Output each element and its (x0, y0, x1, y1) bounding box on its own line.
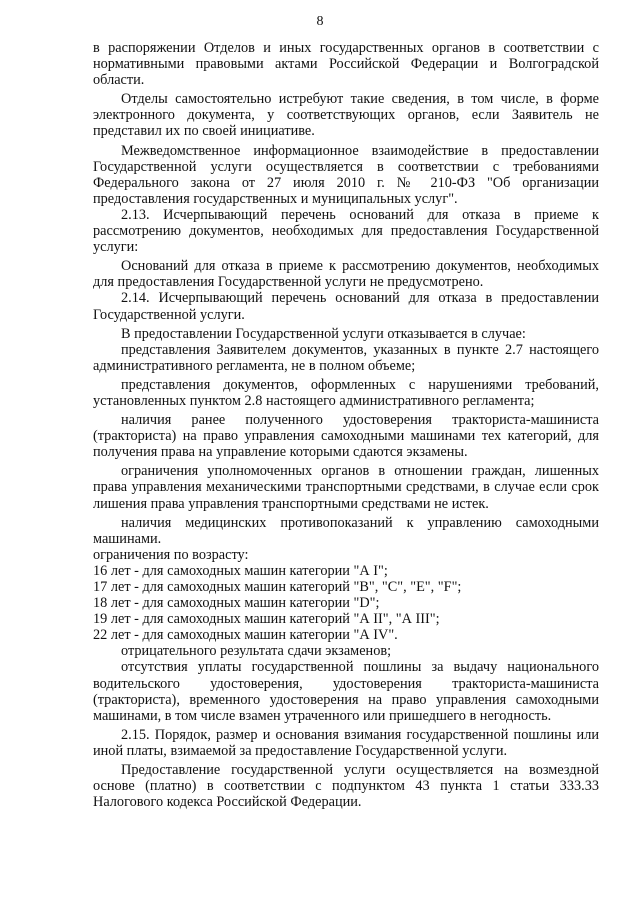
paragraph: наличия медицинских противопоказаний к управлению самоходными машинами. (93, 514, 599, 547)
paragraph: в распоряжении Отделов и иных государственных органов в соответствии с нормативными правовыми актами Российской Федерации и Волгоградской области. (93, 40, 599, 89)
paragraph: представления Заявителем документов, указанных в пункте 2.7 настоящего административного регламента, не в полном объеме; (93, 341, 599, 374)
document-body (93, 40, 599, 810)
paragraph: Межведомственное информационное взаимодействие в предоставлении Государственной услуги осуществляется в соответствии с требованиями Федерального закона от 27 июля 2010 г. № 210-ФЗ "Об организации предоставления государственных и муниципальных услуг". (93, 142, 599, 207)
paragraph: отсутствия уплаты государственной пошлины за выдачу национального водительского удостоверения, удостоверения тракториста-машиниста (тракториста), временного удостоверения на право управления самоходными машинами, в том числе взамен утраченного или пришедшего в негодность. (93, 659, 599, 724)
list-item: 18 лет - для самоходных машин категории "D"; (93, 595, 380, 612)
paragraph: ограничения уполномоченных органов в отношении граждан, лишенных права управления механическими транспортными средствами, в случае если срок лишения права управления транспортными средствами не истек. (93, 463, 599, 512)
page-number: 8 (316, 14, 324, 29)
paragraph: представления документов, оформленных с нарушениями требований, установленных пунктом 2.8 настоящего административного регламента; (93, 376, 599, 409)
list-item: 17 лет - для самоходных машин категорий "В", "С", "Е", "F"; (93, 579, 462, 595)
paragraph: 2.13. Исчерпывающий перечень оснований для отказа в приеме к рассмотрению документов, необходимых для предоставления Государственной услуги: (93, 206, 599, 256)
paragraph: ограничения по возрасту: (93, 546, 249, 563)
list-item: 22 лет - для самоходных машин категории "А IV". (93, 627, 398, 644)
list-item: 16 лет - для самоходных машин категории "А I"; (93, 562, 388, 579)
paragraph: Отделы самостоятельно истребуют такие сведения, в том числе, в форме электронного документа, у соответствующих органов, если Заявитель не представил их по своей инициативе. (93, 91, 599, 140)
paragraph: В предоставлении Государственной услуги отказывается в случае: (121, 325, 526, 342)
paragraph: 2.15. Порядок, размер и основания взимания государственной пошлины или иной платы, взимаемой за предоставление Государственной услуги. (93, 726, 599, 759)
paragraph: отрицательного результата сдачи экзаменов; (121, 643, 392, 660)
list-item: 19 лет - для самоходных машин категорий "А II", "А III"; (93, 611, 440, 628)
paragraph: Предоставление государственной услуги осуществляется на возмездной основе (платно) в соответствии с подпунктом 43 пункта 1 статьи 333.33 Налогового кодекса Российской Федерации. (93, 762, 599, 811)
paragraph: 2.14. Исчерпывающий перечень оснований для отказа в предоставлении Государственной услуги. (93, 290, 599, 323)
paragraph: наличия ранее полученного удостоверения тракториста-машиниста (тракториста) на право управления самоходными машинами тех категорий, для получения права на управление которыми сдаются экзамены. (93, 412, 599, 461)
paragraph: Оснований для отказа в приеме к рассмотрению документов, необходимых для предоставления Государственной услуги не предусмотрено. (93, 258, 599, 291)
